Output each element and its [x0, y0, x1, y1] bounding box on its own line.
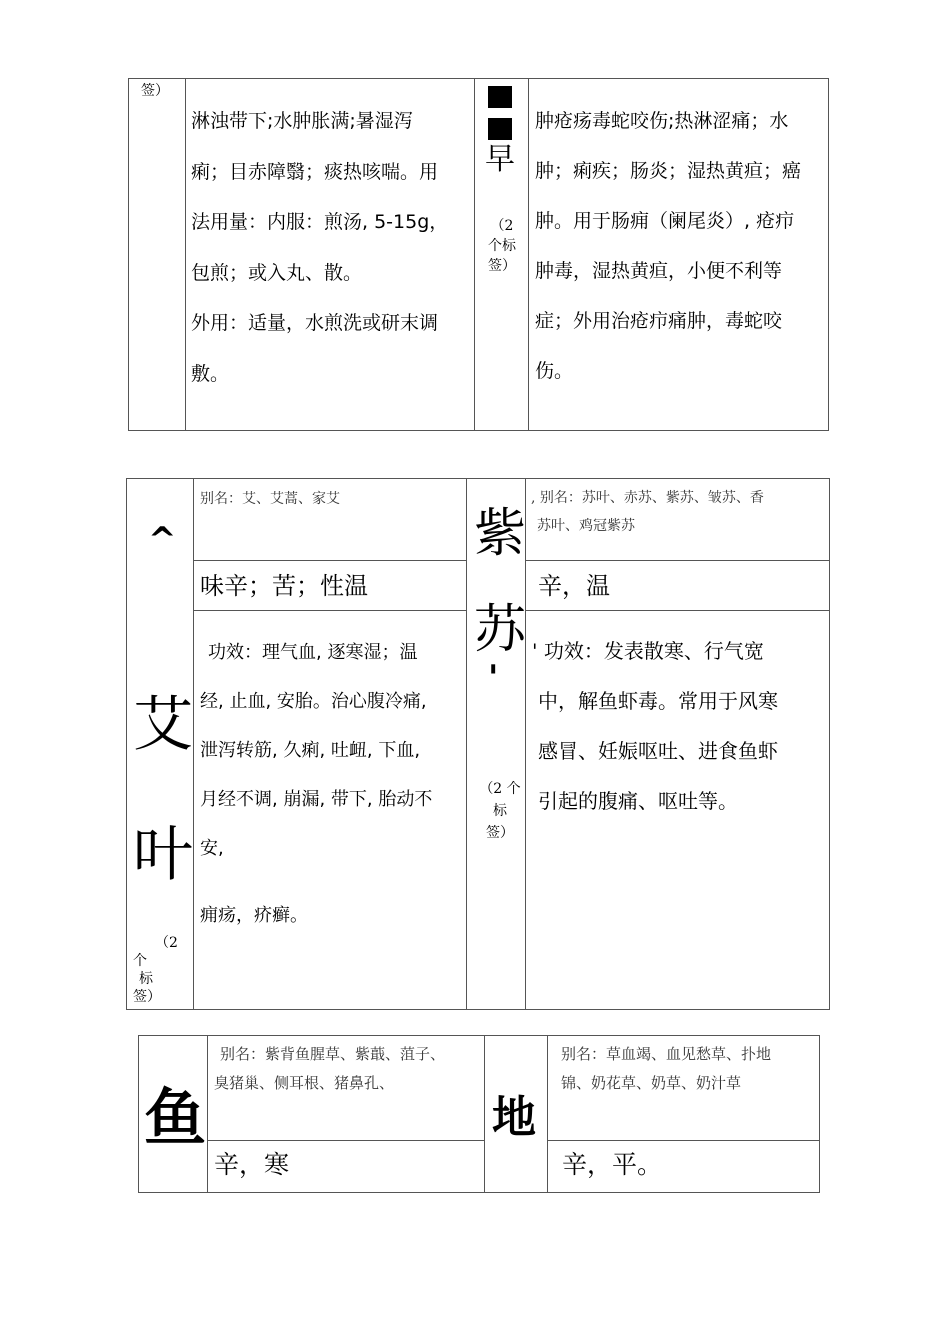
- text-line: 肿。用于肠痈（阑尾炎）, 疮疖: [535, 210, 795, 232]
- divider: [207, 1140, 484, 1141]
- divider: [474, 78, 475, 431]
- quote-mark: ': [488, 658, 499, 698]
- text-line: 经, 止血, 安胎。治心腹冷痛,: [200, 691, 427, 712]
- text-line: 安,: [200, 838, 224, 859]
- divider: [525, 560, 830, 561]
- divider: [185, 78, 186, 431]
- text-line: 肿；痢疾；肠炎；湿热黄疸；癌: [535, 160, 802, 182]
- divider: [528, 78, 529, 431]
- alias-text: 别名：紫背鱼腥草、紫蕺、菹子、 臭猪巢、侧耳根、猪鼻孔、: [214, 1045, 446, 1092]
- text-line: 痈疡，疥癣。: [200, 905, 308, 926]
- herb-tag-count: （2 个 标 签）: [133, 935, 178, 1005]
- taste-text: 辛，温: [538, 572, 610, 600]
- herb-tag-tail: 签）: [141, 83, 169, 99]
- taste-text: 辛，平。: [562, 1150, 663, 1179]
- text-line: 中，解鱼虾毒。常用于风寒: [538, 689, 778, 713]
- divider: [193, 610, 466, 611]
- herb-name: 鱼: [144, 1081, 207, 1154]
- divider: [525, 610, 830, 611]
- text-line: 功效：理气血, 逐寒湿；温: [208, 642, 418, 663]
- text-line: 淋浊带下;水肿胀满;暑湿泻: [191, 110, 413, 132]
- text-line: 法用量：内服：煎汤, 5-15g，: [191, 211, 449, 233]
- herb-description: [532, 626, 778, 826]
- herb-name: 早: [485, 142, 515, 177]
- text-line: 症；外用治疮疖痛肿，毒蛇咬: [535, 310, 783, 332]
- herb-tag-count: （2 个 标 签）: [479, 781, 521, 841]
- divider: [466, 478, 467, 1010]
- text-line: 肿毒，湿热黄疸，小便不利等: [535, 260, 783, 282]
- herb-description: [535, 96, 801, 396]
- divider: [193, 560, 466, 561]
- caret-mark: ^: [148, 520, 177, 560]
- herb-description: [200, 628, 432, 940]
- text-line: 痢；目赤障翳；痰热咳喘。用: [191, 160, 439, 183]
- herb-name: 紫 苏: [474, 504, 527, 660]
- taste-text: 辛，寒: [214, 1150, 290, 1179]
- taste-text: 味辛；苦；性温: [200, 572, 368, 600]
- herb-description: [191, 96, 448, 399]
- alias-text: 别名：草血竭、血见愁草、扑地 锦、奶花草、奶草、奶汁草: [561, 1045, 772, 1092]
- text-line: 泄泻转筋, 久痢, 吐衄, 下血,: [200, 740, 421, 761]
- herb-name: 艾 叶: [133, 690, 193, 890]
- alias-text: , 别名：苏叶、赤苏、紫苏、皱苏、香 苏叶、鸡冠紫苏: [531, 490, 764, 534]
- herb-tag-count: （2 个标 签）: [488, 218, 516, 274]
- text-line: 月经不调, 崩漏, 带下, 胎动不: [200, 789, 433, 810]
- divider: [207, 1035, 208, 1193]
- divider: [484, 1035, 485, 1193]
- text-line: 敷。: [191, 362, 230, 385]
- redaction-block: [488, 118, 512, 140]
- herb-name: 地: [492, 1092, 536, 1143]
- text-line: ' 功效：发表散寒、行气宽: [532, 639, 764, 663]
- redaction-block: [488, 86, 512, 108]
- text-line: 包煎；或入丸、散。: [191, 261, 363, 284]
- text-line: 引起的腹痛、呕吐等。: [538, 789, 738, 813]
- alias-text: 别名：艾、艾蒿、家艾: [200, 491, 340, 507]
- text-line: 外用：适量，水煎洗或研末调: [191, 312, 439, 334]
- divider: [193, 478, 194, 1010]
- divider: [547, 1140, 820, 1141]
- text-line: 肿疮疡毒蛇咬伤;热淋涩痛；水: [535, 110, 789, 132]
- divider: [547, 1035, 548, 1193]
- text-line: 伤。: [535, 360, 574, 382]
- text-line: 感冒、妊娠呕吐、进食鱼虾: [538, 739, 778, 763]
